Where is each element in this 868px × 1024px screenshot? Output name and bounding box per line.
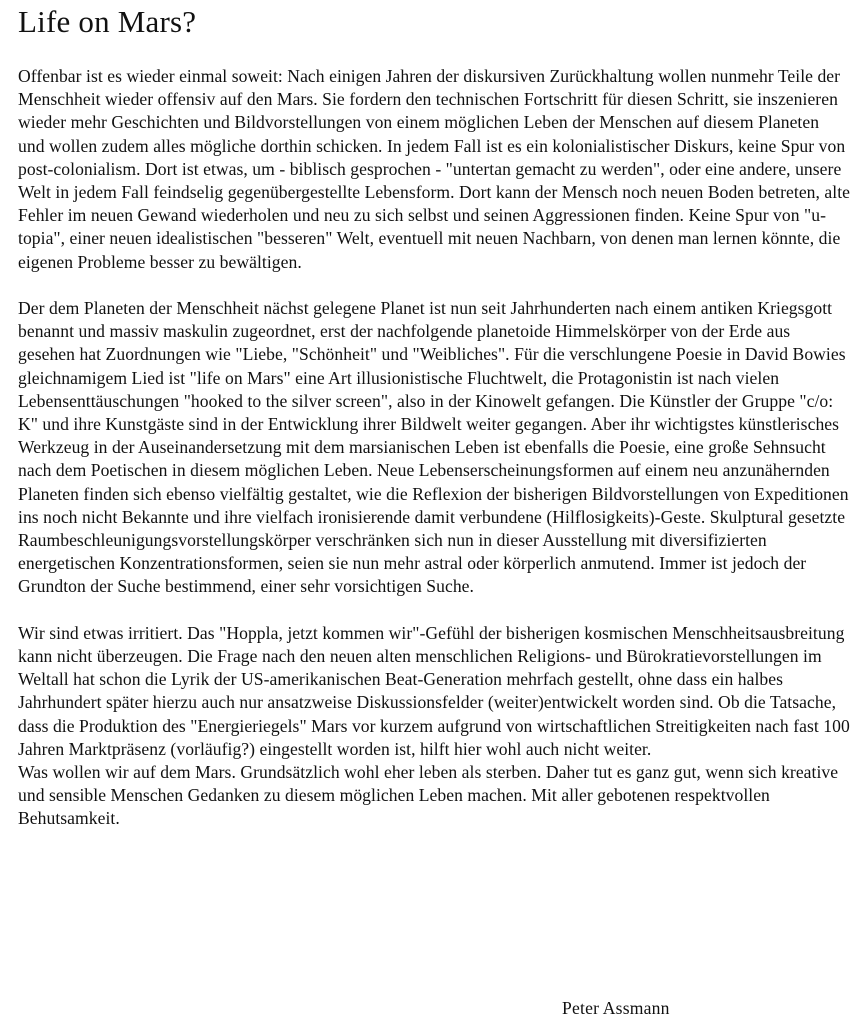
document-title: Life on Mars?	[18, 4, 197, 39]
document-page	[18, 0, 850, 831]
paragraph-3: Wir sind etwas irritiert. Das "Hoppla, jetzt kommen wir"-Gefühl der bisherigen kosmischen Menschheitsausbreitung kann nicht überzeugen. Die Frage nach den neuen alten menschlichen Religions- und Bürokratievorstellungen im Weltall hat schon die Lyrik der US-amerikanischen Beat-Generation mehrfach gestellt, ohne dass ein halbes Jahrhundert später hierzu auch nur ansatzweise Diskussionsfelder (weiter)entwickelt worden sind. Ob die Tatsache, dass die Produktion des "Energieriegels" Mars vor kurzem aufgrund von wirtschaftlichen Streitigkeiten nach fast 100 Jahren Marktpräsenz (vorläufig?) eingestellt worden ist, hilft hier wohl auch nicht weiter.	[18, 622, 850, 759]
author-signature: Peter Assmann	[562, 998, 670, 1018]
paragraph-1: Offenbar ist es wieder einmal soweit: Nach einigen Jahren der diskursiven Zurückhaltung wollen nunmehr Teile der Menschheit wieder offensiv auf den Mars. Sie fordern den technischen Fortschritt für diesen Schritt, sie inszenieren wieder mehr Geschichten und Bildvorstellungen von einem möglichen Leben der Menschen auf diesem Planeten und wollen zudem alles mögliche dorthin schicken. In jedem Fall ist es ein kolonialistischer Diskurs, keine Spur von post-colonialism. Dort ist etwas, um - biblisch gesprochen - "untertan gemacht zu werden", oder eine andere, unsere Welt in jedem Fall feindselig gegenübergestellte Lebensform. Dort kann der Mensch noch neuen Boden betreten, alte Fehler im neuen Gewand wiederholen und neu zu sich selbst und seinen Aggressionen finden. Keine Spur von "u-topia", einer neuen idealistischen "besseren" Welt, eventuell mit neuen Nachbarn, von denen man lernen könnte, die eigenen Probleme besser zu bewältigen.	[18, 66, 851, 272]
paragraph-4: Was wollen wir auf dem Mars. Grundsätzlich wohl eher leben als sterben. Daher tut es ganz gut, wenn sich kreative und sensible Menschen Gedanken zu diesem möglichen Leben machen. Mit aller gebotenen respektvollen Behutsamkeit.	[18, 762, 839, 829]
document-body	[18, 65, 850, 831]
paragraph-2: Der dem Planeten der Menschheit nächst gelegene Planet ist nun seit Jahrhunderten nach einem antiken Kriegsgott benannt und massiv maskulin zugeordnet, erst der nachfolgende planetoide Himmelskörper von der Erde aus gesehen hat Zuordnungen wie "Liebe, "Schönheit" und "Weibliches". Für die verschlungene Poesie in David Bowies gleichnamigem Lied ist "life on Mars" eine Art illusionistische Fluchtwelt, die Protagonistin ist nach vielen Lebensenttäuschungen "hooked to the silver screen", also in der Kinowelt gefangen. Die Künstler der Gruppe "c/o: K" und ihre Kunstgäste sind in der Entwicklung ihrer Bildwelt weiter gegangen. Aber ihr wichtigstes künstlerisches Werkzeug in der Auseinandersetzung mit dem marsianischen Leben ist ebenfalls die Poesie, eine große Sehnsucht nach dem Poetischen in diesem möglichen Leben. Neue Lebenserscheinungsformen auf einem neu anzunähernden Planeten finden sich ebenso vielfältig gestaltet, wie die Reflexion der bisherigen Bildvorstellungen von Expeditionen ins noch nicht Bekannte und ihre vielfach ironisierende damit verbundene (Hilflosigkeits)-Geste. Skulptural gesetzte Raumbeschleunigungsvorstellungskörper verschränken sich nun in dieser Ausstellung mit diversifizierten energetischen Konzentrationsformen, seien sie nun mehr astral oder körperlich anmutend. Immer ist jedoch der Grundton der Suche bestimmend, einer sehr vorsichtigen Suche.	[18, 298, 849, 597]
